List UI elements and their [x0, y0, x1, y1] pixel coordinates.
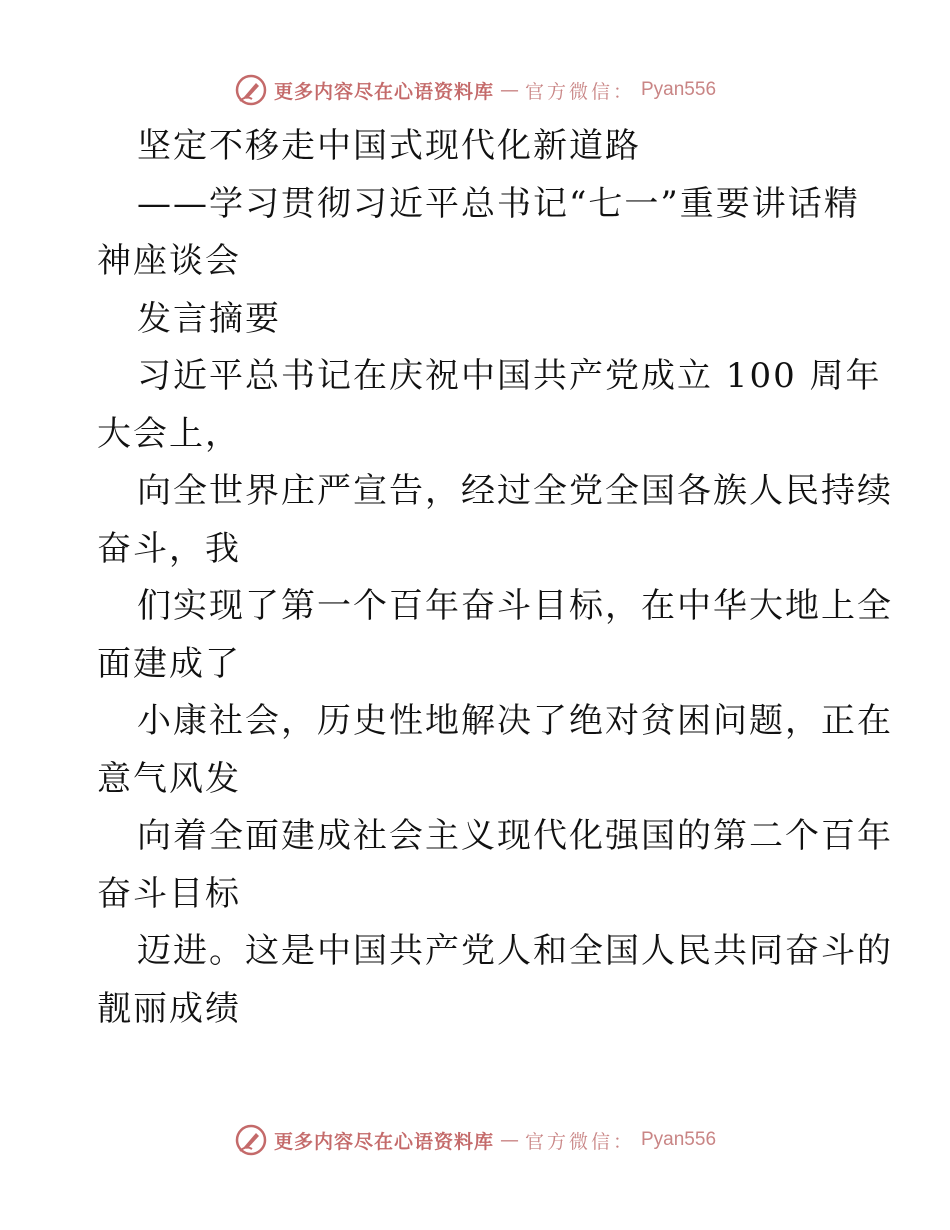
- text-line: 大会上，: [97, 413, 241, 454]
- text-line: 发言摘要: [137, 298, 281, 339]
- text-line: 习近平总书记在庆祝中国共产党成立 100 周年: [137, 356, 882, 396]
- text-line: 向全世界庄严宣告，经过全党全国各族人民持续: [137, 471, 893, 511]
- document-body: [97, 118, 893, 1038]
- watermark-wechat-label: 官方微信：: [524, 1130, 635, 1153]
- text-line: 面建成了: [97, 643, 241, 684]
- text-line: ——学习贯彻习近平总书记“七一”重要讲话精: [137, 183, 860, 224]
- watermark-separator: —: [499, 1129, 519, 1151]
- watermark-brand: 更多内容尽在心语资料库: [273, 1130, 494, 1153]
- text-line: 们实现了第一个百年奋斗目标，在中华大地上全: [137, 586, 893, 626]
- text-line: 奋斗，我: [97, 528, 241, 569]
- text-line: 奋斗目标: [97, 873, 241, 914]
- watermark-wechat-label: 官方微信：: [524, 80, 635, 103]
- footer-watermark: [0, 1120, 950, 1160]
- text-line: 意气风发: [97, 758, 241, 799]
- watermark-wechat-id: Pyan556: [641, 1129, 717, 1150]
- watermark-separator: —: [499, 79, 519, 101]
- pen-nib-seal-icon: [234, 73, 268, 107]
- text-line: 向着全面建成社会主义现代化强国的第二个百年: [137, 816, 893, 856]
- text-line: 小康社会，历史性地解决了绝对贫困问题，正在: [137, 701, 893, 741]
- header-watermark: [0, 70, 950, 110]
- text-line: 神座谈会: [97, 241, 241, 281]
- text-line: 靓丽成绩: [97, 988, 241, 1029]
- watermark-brand: 更多内容尽在心语资料库: [273, 80, 494, 103]
- watermark-wechat-id: Pyan556: [641, 79, 717, 100]
- pen-nib-seal-icon: [234, 1123, 268, 1157]
- text-line: 迈进。这是中国共产党人和全国人民共同奋斗的: [137, 931, 893, 971]
- text-line: 坚定不移走中国式现代化新道路: [137, 126, 641, 166]
